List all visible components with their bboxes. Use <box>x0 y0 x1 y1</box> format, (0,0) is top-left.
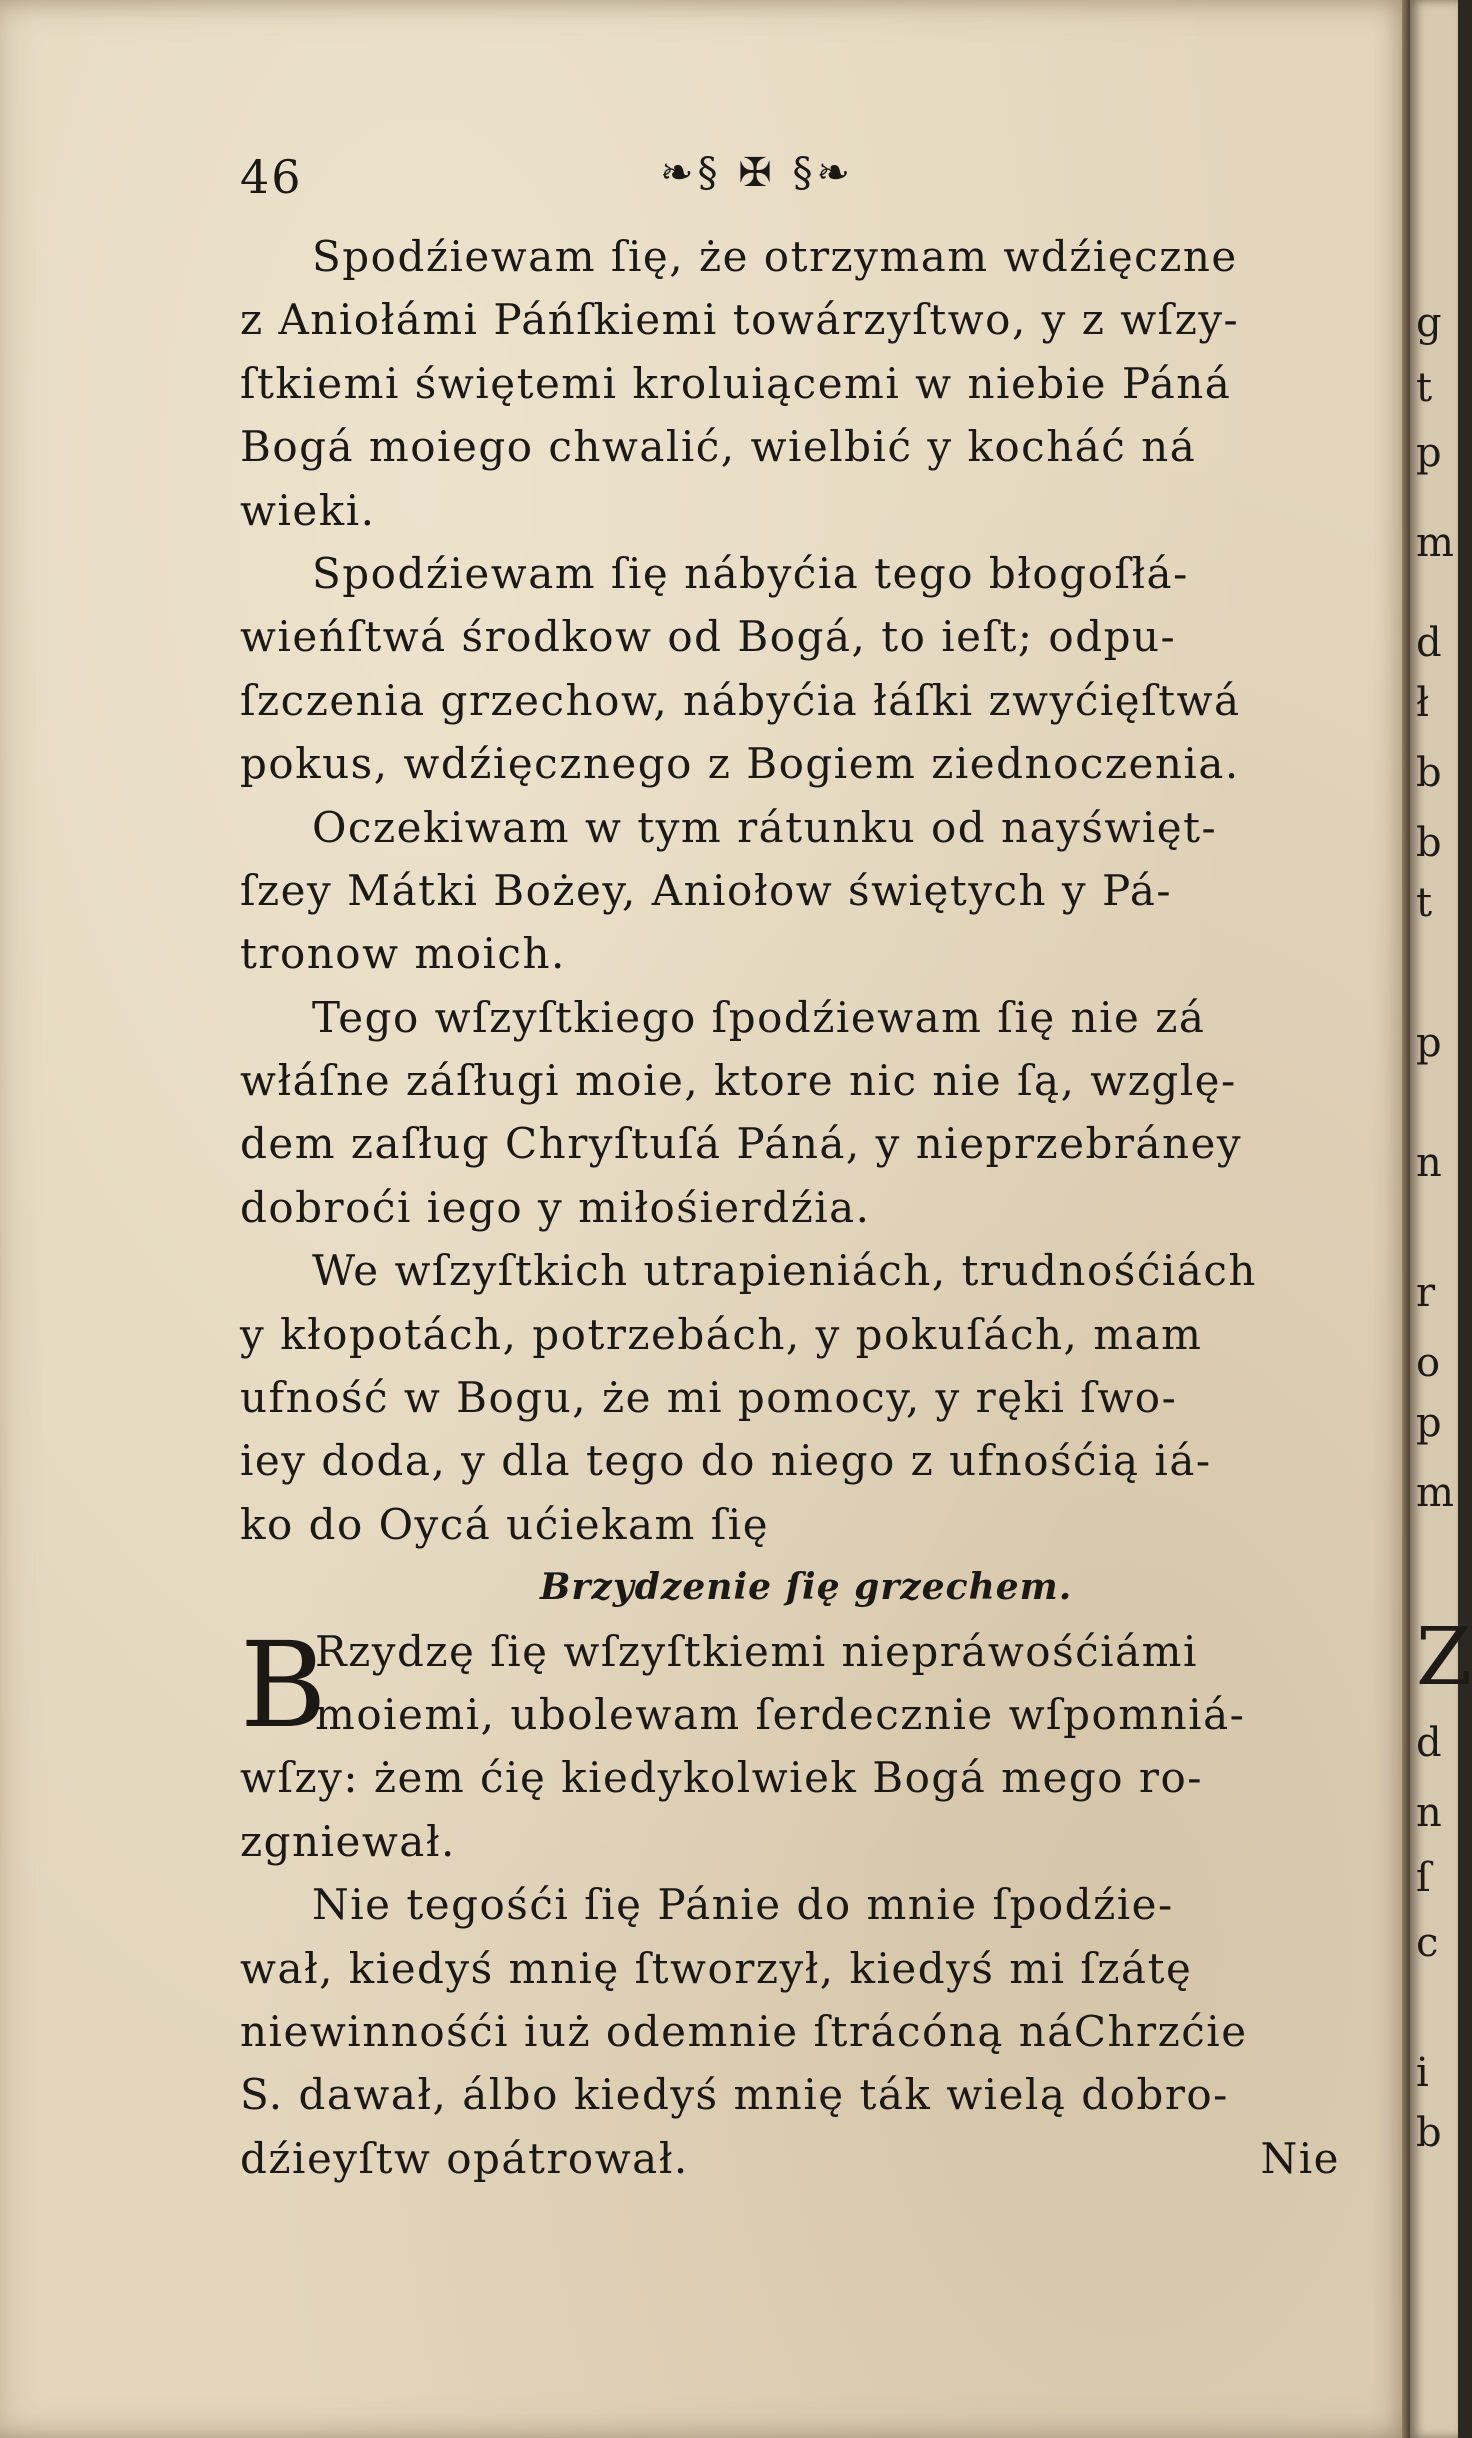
text-line: ſzey Mátki Bożey, Aniołow świętych y Pá- <box>240 865 1173 915</box>
facing-page-letter: Z <box>1416 1610 1472 1703</box>
facing-page-letter: ł <box>1416 680 1429 726</box>
text-line: Nie tegośći ſię Pánie do mnie ſpodźie- <box>312 1880 1174 1930</box>
text-line: Oczekiwam w tym rátunku od nayświęt- <box>312 802 1218 852</box>
facing-page-letter: m <box>1416 1470 1454 1516</box>
text-line: dem zaſług Chryſtuſá Páná, y nieprzebráney <box>240 1119 1243 1169</box>
text-line: dobroći iego y miłośierdźia. <box>240 1182 871 1232</box>
text-line: ſtkiemi świętemi kroluiącemi w niebie Páná <box>240 358 1232 408</box>
facing-page-letter: c <box>1416 1920 1439 1966</box>
text-line: moiemi, ubolewam ſerdecznie wſpomniá- <box>315 1689 1246 1739</box>
text-line: zgniewał. <box>240 1816 456 1866</box>
text-line: z Aniołámi Páńſkiemi towárzyſtwo, y z wſzy- <box>240 295 1240 345</box>
text-line: pokus, wdźięcznego z Bogiem ziednoczenia. <box>240 739 1240 789</box>
facing-page-letter: p <box>1416 1400 1442 1446</box>
text-line: Tego wſzyſtkiego ſpodźiewam ſię nie zá <box>312 992 1206 1042</box>
facing-page-letter: m <box>1416 520 1454 566</box>
text-line: wieki. <box>240 485 376 535</box>
text-line: wał, kiedyś mnię ſtworzył, kiedyś mi ſzátę <box>240 1943 1193 1993</box>
text-line: wieńſtwá środkow od Bogá, to ieſt; odpu- <box>240 612 1177 662</box>
facing-page-letter: g <box>1416 300 1442 346</box>
text-line <box>240 2127 1360 2190</box>
text-line-content: Rzydzę ſię wſzyſtkiemi niepráwośćiámi <box>315 1626 1198 1676</box>
catchword: Nie <box>1260 2133 1340 2183</box>
text-line: We wſzyſtkich utrapieniách, trudnośćiách <box>312 1246 1257 1296</box>
facing-page-letter: t <box>1416 880 1433 926</box>
facing-page-letter: d <box>1416 620 1442 666</box>
facing-page-edge <box>1410 0 1472 2438</box>
text-line: włáſne záſługi moie, ktore nic nie ſą, wzglę- <box>240 1056 1237 1106</box>
text-line: Bogá moiego chwalić, wielbić y kocháć ná <box>240 422 1197 472</box>
text-line: ſzczenia grzechow, nábyćia łáſki zwyćięſtwá <box>240 675 1241 725</box>
text-line: wſzy: żem ćię kiedykolwiek Bogá mego ro- <box>240 1753 1203 1803</box>
facing-page-letter: o <box>1416 1340 1441 1386</box>
text-line: S. dawał, álbo kiedyś mnię ták wielą dobro- <box>240 2070 1229 2120</box>
facing-page-letter: r <box>1416 1270 1436 1316</box>
text-line: niewinnośći iuż odemnie ſtrácóną náChrzćie <box>240 2006 1248 2056</box>
facing-page-letter: ſ <box>1416 1855 1431 1901</box>
facing-page-letter: n <box>1416 1140 1442 1186</box>
page-number: 46 <box>240 150 303 204</box>
facing-page-letter: b <box>1416 2110 1442 2156</box>
text-line: Spodźiewam ſię, że otrzymam wdźięczne <box>312 232 1238 281</box>
facing-page-letter: p <box>1416 430 1442 476</box>
facing-page-letter: p <box>1416 1020 1442 1066</box>
facing-page-letter: t <box>1416 365 1433 411</box>
header-ornament: ❧§ ✠ §❧ <box>660 150 854 196</box>
facing-page-letter: n <box>1416 1790 1442 1836</box>
page-body <box>240 225 1360 2190</box>
facing-page-letter: b <box>1416 820 1442 866</box>
text-line: Spodźiewam ſię nábyćia tego błogoſłá- <box>312 548 1189 598</box>
text-line: y kłopotách, potrzebách, y pokuſách, mam <box>240 1309 1203 1359</box>
running-header <box>240 150 1350 210</box>
section-heading: Brzydzenie ſię grzechem. <box>540 1566 1073 1609</box>
drop-cap: B <box>240 1615 329 1754</box>
text-line: ko do Oycá ućiekam ſię <box>240 1499 770 1549</box>
facing-page-letter: b <box>1416 750 1442 796</box>
facing-page-letter: i <box>1416 2050 1429 2096</box>
text-line: iey doda, y dla tego do niego z ufnośćią iá- <box>240 1436 1212 1486</box>
facing-page-letter: d <box>1416 1720 1442 1766</box>
text-line: tronow moich. <box>240 929 566 979</box>
text-line: ufność w Bogu, że mi pomocy, y ręki ſwo- <box>240 1373 1178 1423</box>
text-line-content: dźieyſtw opátrował. <box>240 2133 689 2183</box>
